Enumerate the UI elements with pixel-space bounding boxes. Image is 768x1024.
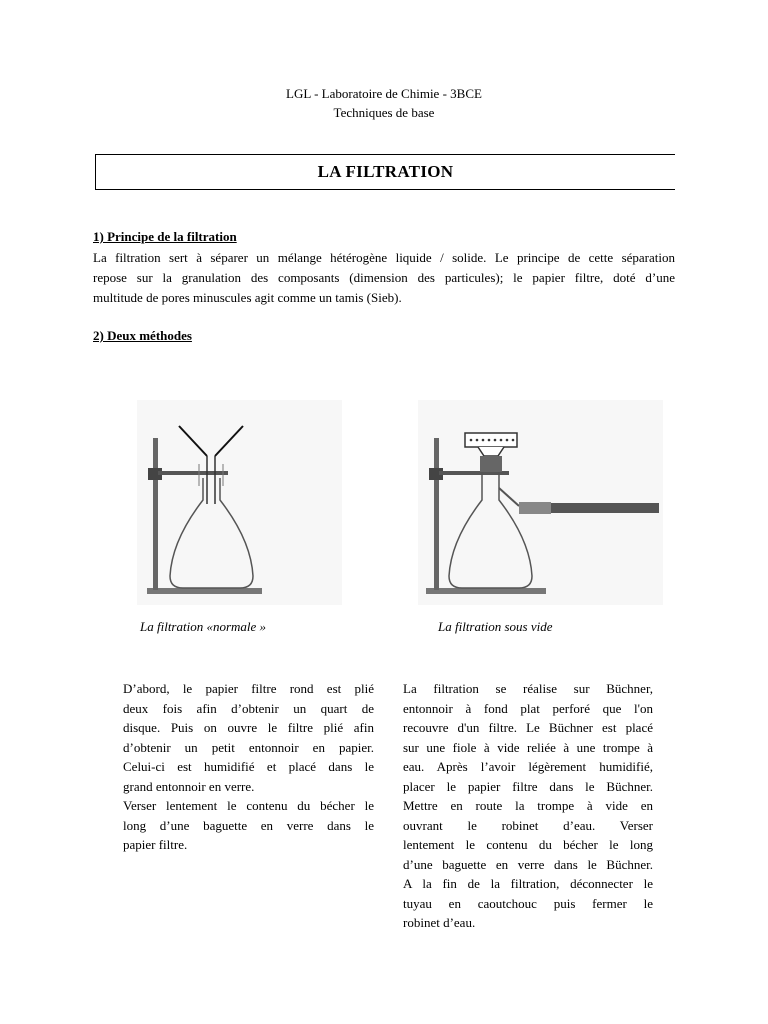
section-2-heading: 2) Deux méthodes [93,328,192,343]
text-line: placer le papier filtre dans le Büchner. [403,778,653,794]
caption-vacuum: La filtration sous vide [438,619,553,634]
text-line: A la fin de la filtration, déconnecter le [403,876,653,891]
text-line: entonnoir à fond plat perforé que l'on [403,700,653,716]
stand-base [426,588,546,594]
clamp-arm [158,471,228,475]
text-line: deux fois afin d’obtenir un quart de [123,700,374,716]
text-line: Verser lentement le contenu du bécher le [123,798,374,813]
vacuum-filtration-diagram [418,400,663,605]
text-line: tuyau en caoutchouc puis fermer le [403,895,653,911]
text-line: eau. Après l’avoir légèrement humidifié, [403,759,653,774]
text-line: ouvrant le robinet d’eau. Verser [403,817,653,833]
text-line: sur une fiole à vide reliée à une trompe à [403,739,653,755]
text-line: papier filtre. [123,837,188,852]
text-line: robinet d’eau. [403,915,476,930]
buchner-funnel [465,433,517,447]
section-1-heading: 1) Principe de la filtration [93,229,237,244]
header-line-1: LGL - Laboratoire de Chimie - 3BCE [286,86,482,101]
vacuum-method-text [403,679,653,933]
principle-paragraph [93,248,675,308]
text-line: grand entonnoir en verre. [123,778,255,794]
title-box [95,154,675,190]
text-line: recouvre d'un filtre. Le Büchner est placé [403,720,653,735]
text-line: D’abord, le papier filtre rond est plié [123,681,374,696]
stand-rod [153,438,158,590]
normal-filtration-diagram [137,400,342,605]
header-line-2: Techniques de base [333,105,435,120]
normal-method-text [123,679,374,855]
text-line: Mettre en route la trompe à vide en [403,798,653,813]
text-line: lentement le contenu du bécher le long [403,837,653,852]
text-line: long d’une baguette en verre dans le [123,817,374,833]
stand-base [147,588,262,594]
vacuum-tubing-end [519,502,551,514]
caption-normal: La filtration «normale » [140,619,267,634]
rubber-stopper [480,456,502,472]
text-line: La filtration se réalise sur Büchner, [403,681,653,696]
text-line: disque. Puis on ouvre le filtre plié afin [123,720,374,735]
text-line: Celui-ci est humidifié et placé dans le [123,759,374,774]
text-line: d’une baguette en verre dans le Büchner. [403,856,653,872]
paragraph-line: repose sur la granulation des composants (dimension des particules); le papier filtre, doté d’une [93,270,675,285]
paragraph-line: multitude de pores minuscules agit comme un tamis (Sieb). [93,290,402,305]
paragraph-line: La filtration sert à séparer un mélange hétérogène liquide / solide. Le principe de cette séparation [93,250,675,265]
vacuum-tubing [551,503,659,513]
text-line: d’obtenir un petit entonnoir en papier. [123,739,374,755]
page-title: LA FILTRATION [317,162,454,181]
stand-rod [434,438,439,590]
